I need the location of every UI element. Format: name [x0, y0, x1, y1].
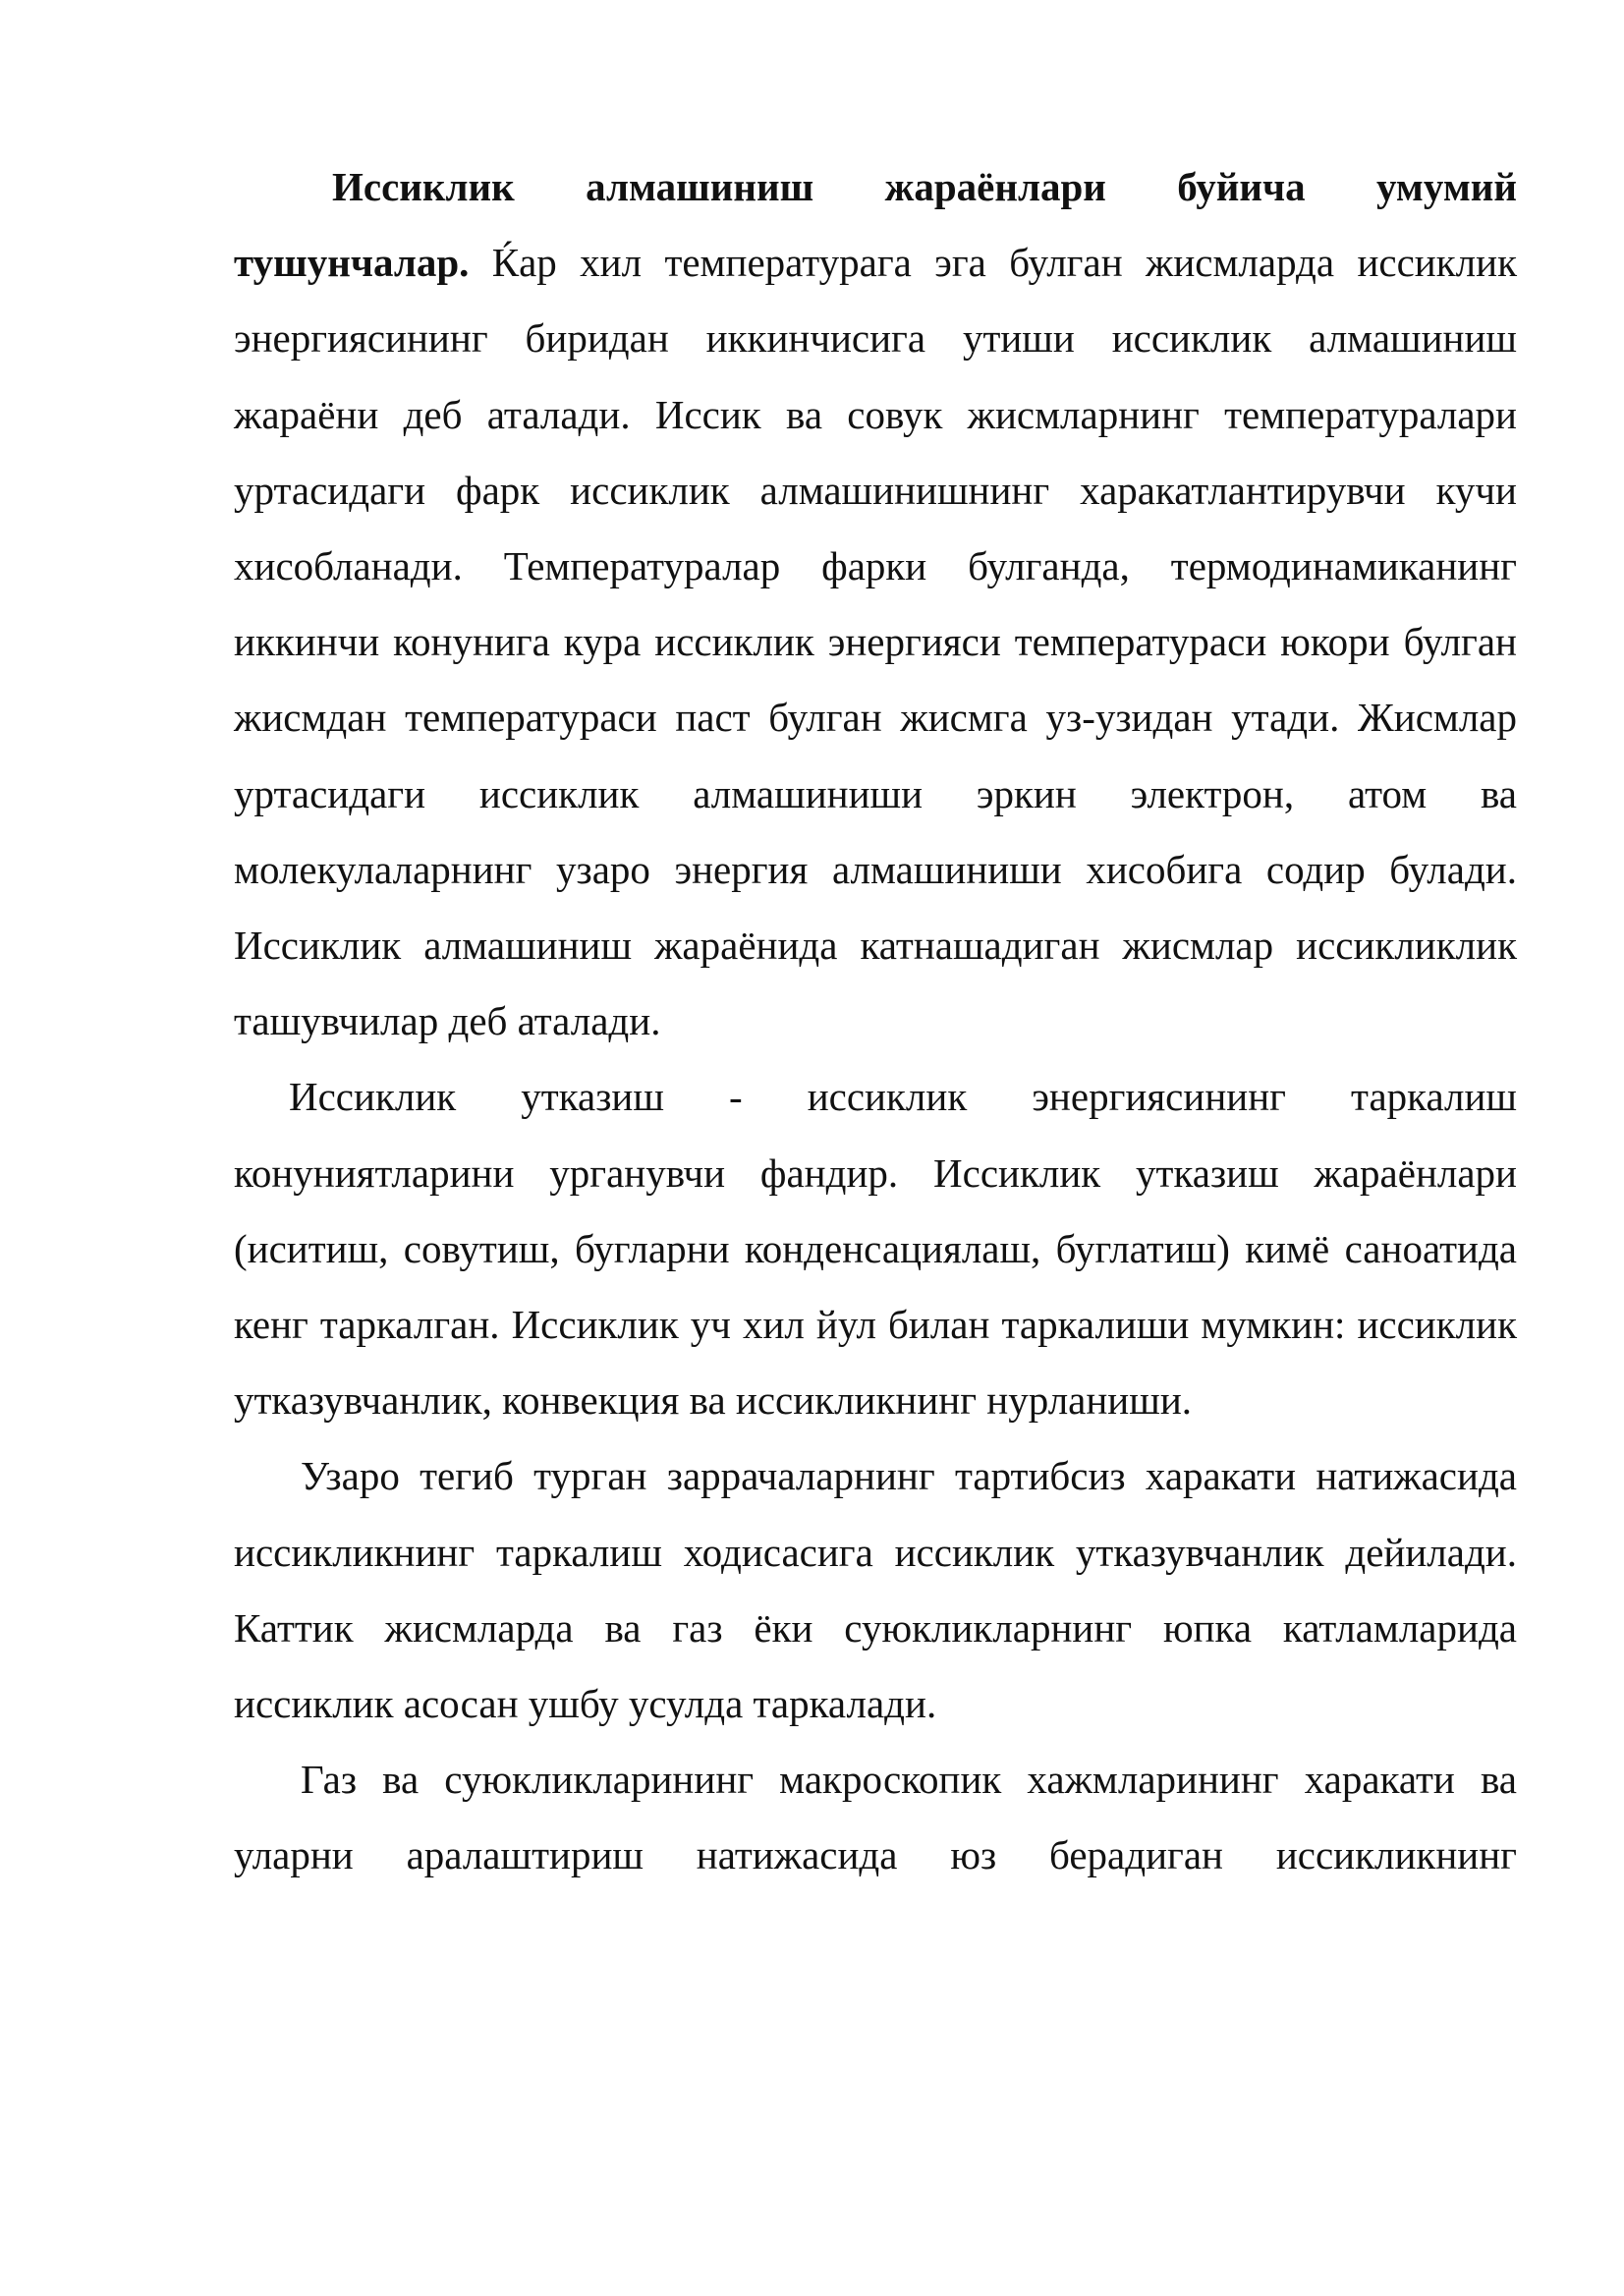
- paragraph-heat-transfer: Иссиклик утказиш - иссиклик энергиясининг таркалиш конуниятларини урганувчи фандир. Иссиклик утказиш жараёнлари (иситиш, совутиш, бугларни конденсациялаш, буглатиш) кимё саноатида кенг таркалган. Иссиклик уч хил йул билан таркалиши мумкин: иссиклик утказувчанлик, конвекция ва иссикликнинг нурланиши.: [234, 1074, 1517, 1424]
- paragraph-conductivity: Узаро тегиб турган заррачаларнинг тартибсиз харакати натижасида иссикликнинг таркалиш ходисасига иссиклик утказувчанлик дейилади. Каттик жисмларда ва газ ёки суюкликларнинг юпка катламларида иссиклик асосан ушбу усулда таркалади.: [234, 1453, 1517, 1727]
- paragraph-intro: [234, 149, 1517, 1059]
- section-heading: Иссиклик алмашиниш жараёнлари буйича умумий тушунчалар.: [234, 164, 1517, 286]
- paragraph-intro-body: Ќар хил температурага эга булган жисмларда иссиклик энергиясининг биридан иккинчисига утиши иссиклик алмашиниш жараёни деб аталади. Иссик ва совук жисмларнинг температуралари уртасидаги фарк иссиклик алмашинишнинг харакатлантирувчи кучи хисобланади. Температуралар фарки булганда, термодинамиканинг иккинчи конунига кура иссиклик энергияси температураси юкори булган жисмдан температураси паст булган жисмга уз-узидан утади. Жисмлар уртасидаги иссиклик алмашиниши эркин электрон, атом ва молекулаларнинг узаро энергия алмашиниши хисобига содир булади. Иссиклик алмашиниш жараёнида катнашадиган жисмлар иссикликлик ташувчилар деб аталади.: [234, 240, 1517, 1044]
- document-page: [234, 149, 1517, 1894]
- paragraph-convection: Газ ва суюкликларининг макроскопик хажмларининг харакати ва уларни аралаштириш натижасида юз берадиган иссикликнинг: [234, 1757, 1517, 1878]
